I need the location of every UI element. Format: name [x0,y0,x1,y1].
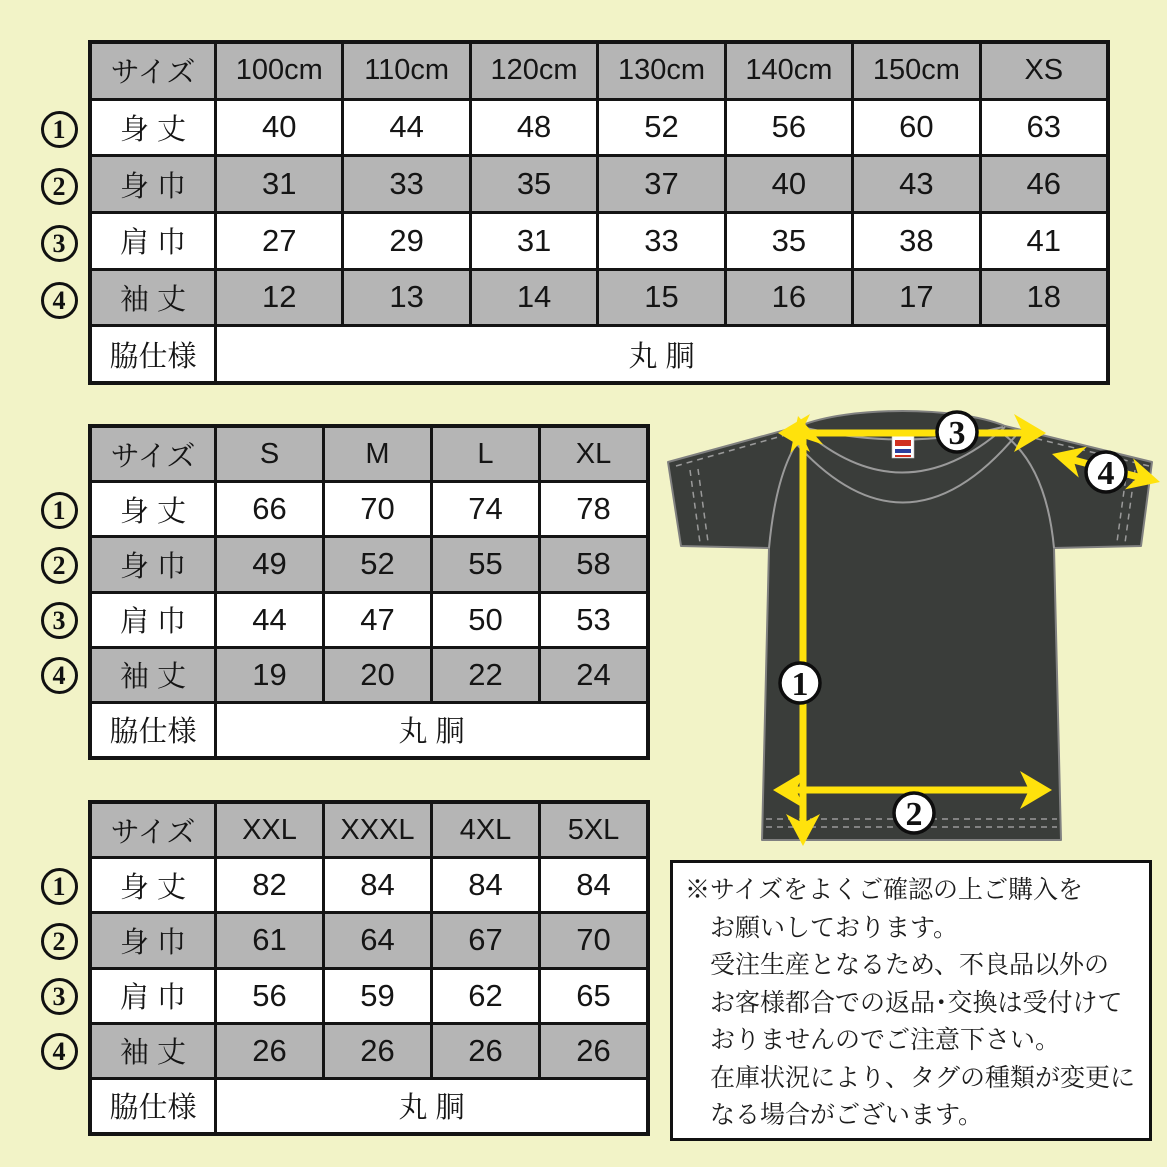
value-cell: 22 [433,649,538,701]
value-cell: 82 [217,859,322,911]
row-label: 袖 丈 [92,1025,214,1077]
value-cell: 67 [433,914,538,966]
row-marker-2: 2 [41,914,78,969]
row-marker-4: 4 [41,272,78,329]
value-cell: 47 [325,594,430,646]
svg-text:2: 2 [905,796,923,833]
size-chart-big [30,800,650,1136]
size-chart-adult [30,424,650,760]
size-table-big [88,800,650,1136]
header-cell: XS [982,44,1106,98]
header-cell: 130cm [599,44,723,98]
value-cell: 62 [433,970,538,1022]
row-label: 身 丈 [92,483,214,535]
value-cell: 40 [727,157,851,211]
notice-line: 受注生産となるため、不良品以外の [710,951,1110,979]
value-cell: 18 [982,271,1106,325]
value-cell: 26 [325,1025,430,1077]
row-label: 肩 巾 [92,214,214,268]
tshirt-graphic [668,411,1152,840]
header-cell: XL [541,428,646,480]
header-cell: サイズ [92,428,214,480]
value-cell: 56 [727,101,851,155]
spec-value: 丸 胴 [217,327,1106,381]
value-cell: 50 [433,594,538,646]
value-cell: 19 [217,649,322,701]
value-cell: 65 [541,970,646,1022]
row-marker-3: 3 [41,215,78,272]
row-label: 袖 丈 [92,649,214,701]
value-cell: 20 [325,649,430,701]
value-cell: 84 [325,859,430,911]
value-cell: 24 [541,649,646,701]
row-marker-3: 3 [41,969,78,1024]
value-cell: 48 [472,101,596,155]
diagram-marker-4 [1086,452,1126,492]
header-cell: 150cm [854,44,978,98]
spec-value: 丸 胴 [217,704,646,756]
value-cell: 43 [854,157,978,211]
value-cell: 70 [325,483,430,535]
value-cell: 14 [472,271,596,325]
notice-line: なる場合がございます。 [710,1101,984,1129]
tshirt-measurement-diagram [660,400,1165,860]
value-cell: 44 [344,101,468,155]
value-cell: 29 [344,214,468,268]
row-marker-2: 2 [41,158,78,215]
row-label: 袖 丈 [92,271,214,325]
header-cell: 5XL [541,804,646,856]
row-marker-2: 2 [41,538,78,593]
row-marker-1: 1 [41,859,78,914]
svg-text:4: 4 [1097,455,1115,492]
value-cell: 35 [727,214,851,268]
size-chart-kids [30,40,1110,385]
header-cell: XXL [217,804,322,856]
header-cell: S [217,428,322,480]
value-cell: 61 [217,914,322,966]
marker-gutter [30,40,88,329]
header-cell: M [325,428,430,480]
value-cell: 16 [727,271,851,325]
notice-line: おりませんのでご注意下さい。 [710,1026,1061,1054]
value-cell: 12 [217,271,341,325]
value-cell: 52 [325,538,430,590]
row-marker-1: 1 [41,483,78,538]
marker-gutter [30,800,88,1079]
value-cell: 63 [982,101,1106,155]
neck-label [892,436,914,458]
value-cell: 66 [217,483,322,535]
row-label: 肩 巾 [92,594,214,646]
value-cell: 84 [433,859,538,911]
marker-gutter [30,424,88,703]
row-marker-1: 1 [41,101,78,158]
header-cell: 4XL [433,804,538,856]
spec-label: 脇仕様 [92,704,214,756]
notice-box [670,860,1152,1141]
notice-line: 在庫状況により、タグの種類が変更に [710,1063,1136,1092]
value-cell: 49 [217,538,322,590]
value-cell: 60 [854,101,978,155]
value-cell: 52 [599,101,723,155]
value-cell: 37 [599,157,723,211]
value-cell: 84 [541,859,646,911]
value-cell: 17 [854,271,978,325]
notice-line: ※サイズをよくご確認の上ご購入を [685,876,1084,904]
row-marker-3: 3 [41,593,78,648]
value-cell: 38 [854,214,978,268]
value-cell: 55 [433,538,538,590]
value-cell: 40 [217,101,341,155]
row-marker-4: 4 [41,1024,78,1079]
value-cell: 78 [541,483,646,535]
header-cell: サイズ [92,804,214,856]
value-cell: 31 [472,214,596,268]
value-cell: 31 [217,157,341,211]
spec-label: 脇仕様 [92,327,214,381]
header-cell: 100cm [217,44,341,98]
notice-line: お願いしております。 [710,913,959,942]
row-label: 身 巾 [92,157,214,211]
value-cell: 13 [344,271,468,325]
spec-value: 丸 胴 [217,1080,646,1132]
value-cell: 44 [217,594,322,646]
value-cell: 74 [433,483,538,535]
row-marker-4: 4 [41,648,78,703]
row-label: 身 巾 [92,538,214,590]
header-cell: 110cm [344,44,468,98]
header-cell: 120cm [472,44,596,98]
header-cell: XXXL [325,804,430,856]
row-label: 身 丈 [92,101,214,155]
value-cell: 64 [325,914,430,966]
notice-line: お客様都合での返品･交換は受付けて [710,988,1123,1017]
value-cell: 26 [541,1025,646,1077]
diagram-marker-3 [937,412,977,452]
size-table-kids [88,40,1110,385]
value-cell: 15 [599,271,723,325]
value-cell: 35 [472,157,596,211]
header-cell: 140cm [727,44,851,98]
value-cell: 53 [541,594,646,646]
row-label: 身 巾 [92,914,214,966]
value-cell: 26 [433,1025,538,1077]
value-cell: 58 [541,538,646,590]
diagram-marker-2 [894,793,934,833]
row-label: 身 丈 [92,859,214,911]
header-cell: L [433,428,538,480]
header-cell: サイズ [92,44,214,98]
svg-text:3: 3 [948,415,966,452]
row-label: 肩 巾 [92,970,214,1022]
diagram-marker-1 [780,663,820,703]
value-cell: 41 [982,214,1106,268]
value-cell: 26 [217,1025,322,1077]
value-cell: 70 [541,914,646,966]
svg-text:1: 1 [791,666,809,703]
value-cell: 56 [217,970,322,1022]
value-cell: 59 [325,970,430,1022]
value-cell: 46 [982,157,1106,211]
size-table-adult [88,424,650,760]
spec-label: 脇仕様 [92,1080,214,1132]
value-cell: 33 [344,157,468,211]
value-cell: 27 [217,214,341,268]
value-cell: 33 [599,214,723,268]
